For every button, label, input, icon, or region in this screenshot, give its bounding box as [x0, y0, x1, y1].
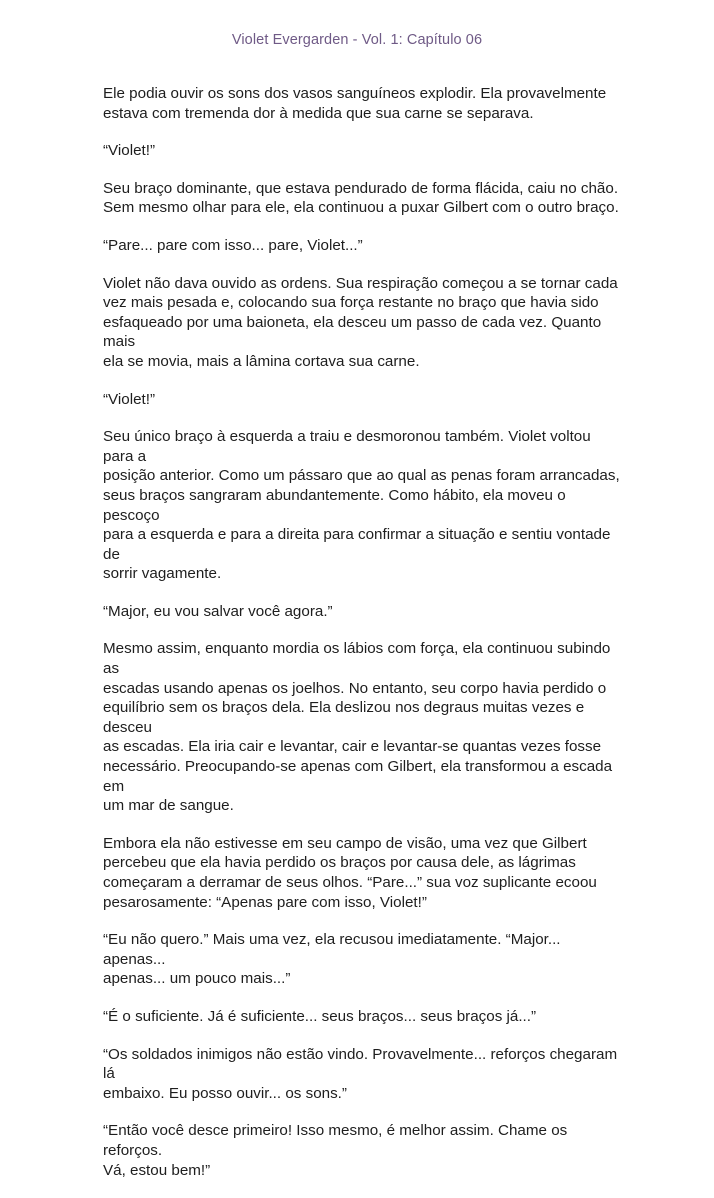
paragraph: “Eu não quero.” Mais uma vez, ela recusou imediatamente. “Major... apenas... apenas... um pouco mais...”	[103, 931, 561, 988]
document-body	[103, 84, 623, 1198]
paragraph: Embora ela não estivesse em seu campo de visão, uma vez que Gilbert percebeu que ela havia perdido os braços por causa dele, as lágrimas começaram a derramar de seus olhos. “Pare...” sua voz suplicante ecoou pesarosamente: “Apenas pare com isso, Violet!”	[103, 834, 597, 911]
paragraph: Seu braço dominante, que estava pendurado de forma flácida, caiu no chão. Sem mesmo olhar para ele, ela continuou a puxar Gilbert com o outro braço.	[103, 179, 619, 217]
paragraph: Violet não dava ouvido as ordens. Sua respiração começou a se tornar cada vez mais pesada e, colocando sua força restante no braço que havia sido esfaqueado por uma baioneta, ela desceu um passo de cada vez. Quanto mais ela se movia, mais a lâmina cortava sua carne.	[103, 274, 618, 370]
paragraph: “Major, eu vou salvar você agora.”	[103, 602, 333, 620]
paragraph: “Pare... pare com isso... pare, Violet...”	[103, 236, 363, 254]
paragraph: “Então você desce primeiro! Isso mesmo, é melhor assim. Chame os reforços. Vá, estou bem!”	[103, 1122, 568, 1179]
paragraph: “Violet!”	[103, 142, 156, 160]
paragraph: Seu único braço à esquerda a traiu e desmoronou também. Violet voltou para a posição anterior. Como um pássaro que ao qual as penas foram arrancadas, seus braços sangraram abundantemente. Como hábito, ela moveu o pescoço para a esquerda e para a direita para confirmar a situação e sentiu vontade de sorrir vagamente.	[103, 428, 620, 583]
page-header: Violet Evergarden - Vol. 1: Capítulo 06	[231, 32, 483, 48]
paragraph: Mesmo assim, enquanto mordia os lábios com força, ela continuou subindo as escadas usando apenas os joelhos. No entanto, seu corpo havia perdido o equilíbrio sem os braços dela. Ela deslizou nos degraus muitas vezes e desceu as escadas. Ela iria cair e levantar, cair e levantar-se quantas vezes fosse necessário. Preocupando-se apenas com Gilbert, ela transformou a escada em um mar de sangue.	[103, 640, 613, 815]
paragraph: Ele podia ouvir os sons dos vasos sanguíneos explodir. Ela provavelmente estava com tremenda dor à medida que sua carne se separava.	[103, 85, 607, 122]
paragraph: “É o suficiente. Já é suficiente... seus braços... seus braços já...”	[103, 1007, 537, 1025]
paragraph: “Os soldados inimigos não estão vindo. Provavelmente... reforços chegaram lá embaixo. Eu posso ouvir... os sons.”	[103, 1045, 618, 1102]
paragraph: “Violet!”	[103, 390, 156, 408]
